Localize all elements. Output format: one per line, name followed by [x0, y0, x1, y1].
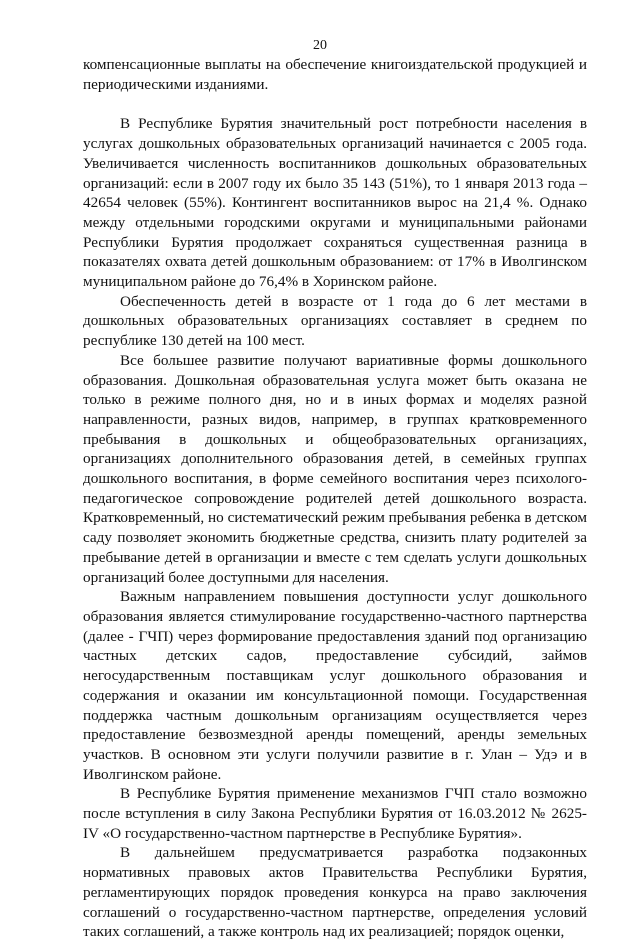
- paragraph-public-private-partnership: Важным направлением повышения доступности услуг дошкольного образования является стимулирование государственно-частного партнерства (далее - ГЧП) через формирование предоставления зданий под организацию частных детских садов, предоставление субсидий, займов негосударственным поставщикам услуг дошкольного образования и содержания и оказании им консультационной помощи. Государственная поддержка частным дошкольным организациям осуществляется через предоставление безвозмездной аренды помещений, аренды земельных участков. В основном эти услуги получили развитие в г. Улан – Удэ и в Иволгинском районе.: [83, 588, 587, 783]
- document-body: [83, 55, 587, 942]
- page-number: 20: [313, 38, 327, 53]
- paragraph-continuation: компенсационные выплаты на обеспечение книгоиздательской продукцией и периодическими изданиями.: [83, 56, 587, 93]
- paragraph-preschool-demand: В Республике Бурятия значительный рост потребности населения в услугах дошкольных образовательных организаций начинается с 2005 года. Увеличивается численность воспитанников дошкольных образовательных организаций: если в 2007 году их было 35 143 (51%), то 1 января 2013 года – 42654 человек (55%). Контингент воспитанников вырос на 21,4 %. Однако между отдельными городскими округами и муниципальными районами Республики Бурятия продолжает сохраняться существенная разница в показателях охвата детей дошкольным образованием: от 17% в Иволгинском муниципальном районе до 76,4% в Хоринском районе.: [83, 115, 587, 291]
- paragraph-variable-forms: Все большее развитие получают вариативные формы дошкольного образования. Дошкольная образовательная услуга может быть оказана не только в режиме полного дня, но и в иных формах и моделях разной направленности, разных видов, например, в группах кратковременного пребывания в дошкольных и общеобразовательных организациях, организациях дополнительного образования детей, в семейных группах дошкольного воспитания, в форме семейного воспитания через психолого-педагогическое сопровождение родителей детей дошкольного возраста. Кратковременный, но систематический режим пребывания ребенка в детском саду позволяет экономить бюджетные средства, снизить плату родителей за пребывание детей в организации и вместе с тем сделать услуги дошкольных организаций более доступными для населения.: [83, 351, 587, 586]
- paragraph-provision-places: Обеспеченность детей в возрасте от 1 года до 6 лет местами в дошкольных образовательных организациях составляет в среднем по республике 130 детей на 100 мест.: [83, 292, 587, 350]
- paragraph-ppp-law: В Республике Бурятия применение механизмов ГЧП стало возможно после вступления в силу Закона Республики Бурятия от 16.03.2012 № 2625-IV «О государственно-частном партнерстве в Республике Бурятия».: [83, 785, 587, 842]
- paragraph-future-regulations: В дальнейшем предусматривается разработка подзаконных нормативных правовых актов Правительства Республики Бурятия, регламентирующих порядок проведения конкурса на право заключения соглашений о государственно-частном партнерстве, определения условий таких соглашений, а также контроль над их реализацией; порядок оценки,: [83, 844, 587, 941]
